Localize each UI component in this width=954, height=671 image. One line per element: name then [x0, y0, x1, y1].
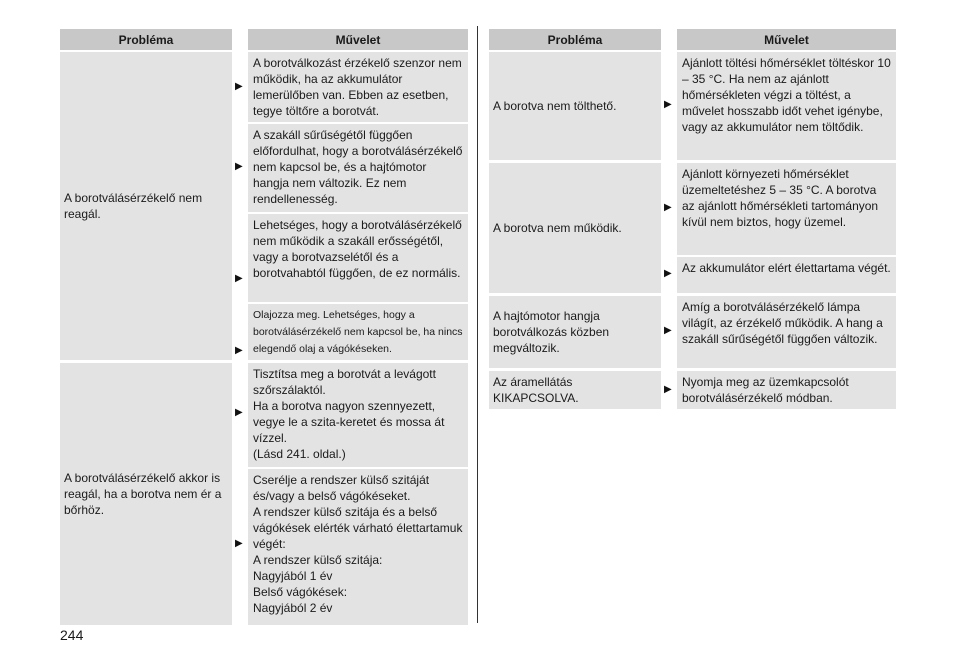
arrow-icon: ▶ — [235, 345, 243, 356]
table-row — [60, 363, 468, 625]
action-cell: A borotválkozást érzékelő szenzor nem működik, ha az akkumulátor lemerülőben van. Ebben az esetben, tegye töltőre a borotvát. — [248, 52, 468, 122]
table-row — [489, 163, 896, 293]
right-table-header — [489, 29, 896, 50]
table-row — [60, 52, 468, 360]
table-row — [489, 371, 896, 409]
problem-cell: A borotva nem működik. — [489, 163, 661, 293]
right-troubleshooting-table — [489, 29, 896, 409]
problem-cell: A borotválásérzékelő akkor is reagál, ha a borotva nem ér a bőrhöz. — [60, 363, 232, 625]
arrow-icon: ▶ — [235, 407, 243, 418]
problem-header: Probléma — [60, 29, 232, 50]
arrow-icon: ▶ — [664, 268, 672, 279]
action-cell: Ajánlott környezeti hőmérséklet üzemeltetéshez 5 – 35 °C. A borotva az ajánlott hőmérsékleti tartományon kívül nem biztos, hogy üzemel. — [677, 163, 896, 255]
action-cell: Nyomja meg az üzemkapcsolót borotválásérzékelő módban. — [677, 371, 896, 409]
arrow-icon: ▶ — [235, 161, 243, 172]
action-cell: Olajozza meg. Lehetséges, hogy a borotválásérzékelő nem kapcsol be, ha nincs elegendő olaj a vágókéseken. — [248, 304, 468, 360]
action-cell: Az akkumulátor elért élettartama végét. — [677, 257, 896, 293]
action-header: Művelet — [248, 29, 468, 50]
action-cell: A szakáll sűrűségétől függően előfordulhat, hogy a borotválásérzékelő nem kapcsol be, és a hajtómotor hangja nem változik. Ez nem rendellenesség. — [248, 124, 468, 212]
left-troubleshooting-table — [60, 29, 468, 625]
arrow-icon: ▶ — [235, 81, 243, 92]
arrow-icon: ▶ — [664, 325, 672, 336]
column-divider — [477, 26, 478, 623]
action-header: Művelet — [677, 29, 896, 50]
problem-cell: Az áramellátás KIKAPCSOLVA. — [489, 371, 661, 409]
table-row — [489, 52, 896, 160]
arrow-icon: ▶ — [664, 99, 672, 110]
action-cell: Lehetséges, hogy a borotválásérzékelő nem működik a szakáll erősségétől, vagy a borotvazselétől és a borotvahabtól függően, de ez normális. — [248, 214, 468, 302]
page-number: 244 — [60, 627, 84, 643]
table-row — [489, 296, 896, 368]
action-cell: Amíg a borotválásérzékelő lámpa világít, az érzékelő működik. A hang a szakáll sűrűségétől függően változik. — [677, 296, 896, 368]
problem-header: Probléma — [489, 29, 661, 50]
arrow-icon: ▶ — [235, 273, 243, 284]
action-cell: Cserélje a rendszer külső szitáját és/vagy a belső vágókéseket. A rendszer külső szitája és a belső vágókések elérték várható élettartamuk végét: A rendszer külső szitája: Nagyjából 1 év Belső vágókések: Nagyjából 2 év — [248, 469, 468, 625]
arrow-icon: ▶ — [664, 202, 672, 213]
arrow-icon: ▶ — [664, 384, 672, 395]
problem-cell: A borotva nem tölthető. — [489, 52, 661, 160]
problem-cell: A borotválásérzékelő nem reagál. — [60, 52, 232, 360]
left-table-header — [60, 29, 468, 50]
action-cell: Tisztítsa meg a borotvát a levágott szőrszálaktól. Ha a borotva nagyon szennyezett, vegye le a szita-keretet és mossa át vízzel. (Lásd 241. oldal.) — [248, 363, 468, 467]
arrow-icon: ▶ — [235, 538, 243, 549]
problem-cell: A hajtómotor hangja borotválkozás közben megváltozik. — [489, 296, 661, 368]
action-cell: Ajánlott töltési hőmérséklet töltéskor 10 – 35 °C. Ha nem az ajánlott hőmérsékleten végzi a töltést, a művelet hosszabb időt vehet igénybe, vagy az akkumulátor nem töltődik. — [677, 52, 896, 160]
